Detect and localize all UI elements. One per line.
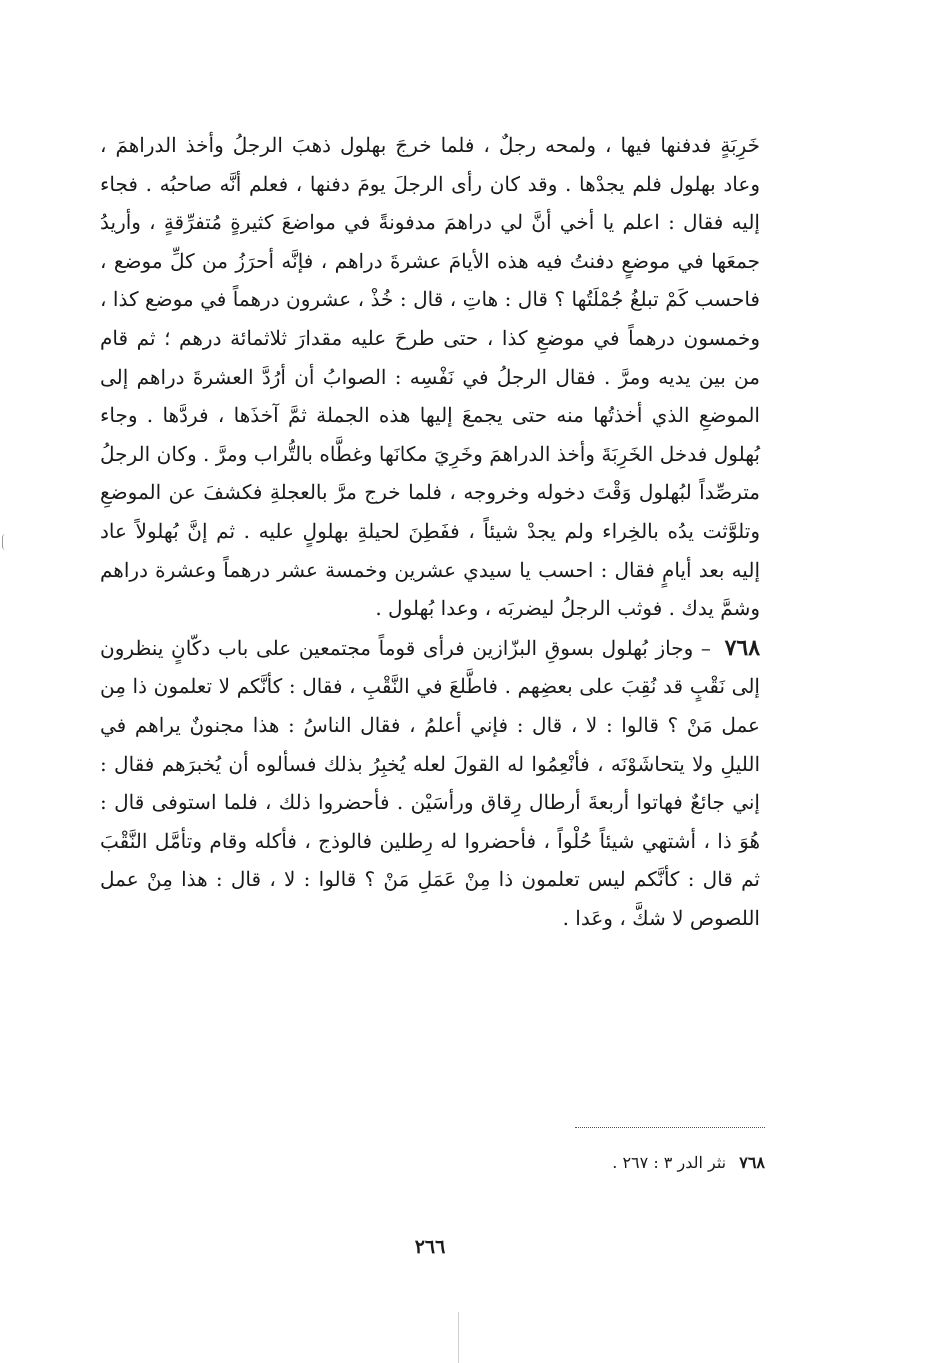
main-text-block [100,126,760,937]
footnote-number: ٧٦٨ [739,1153,765,1172]
scan-edge-mark [2,534,9,550]
footnote-separator [575,1127,765,1128]
paragraph-entry-768 [100,629,760,938]
paragraph-text: – وجاز بُهلول بسوقِ البزّازين فرأى قوماً مجتمعين على باب دكّانٍ ينظرون إلى نَقْبٍ قد نُقِبَ على بعضِهم . فاطَّلعَ في النَّقْبِ ، فقال : كأنَّكم لا تعلمون ذا مِن عمل مَنْ ؟ قالوا : لا ، قال : فإني أعلمُ ، فقال الناسُ : هذا مجنونٌ يراهم في الليلِ ولا يتحاشَوْنَه ، فأنْعِمُوا له القولَ لعله يُخبِرُ بذلك فسألوه أن يُخبرَهم فقال : إني جائعٌ فهاتوا أربعةَ أرطال رِقاق ورأسَيْن . فأحضروا ذلك ، فلما استوفى قال : هُوَ ذا ، أشتهي شيئاً حُلْواً ، فأحضروا له رِطلين فالوذج ، فأكله وقام وتأمَّل النَّقْبَ ثم قال : كأنَّكم ليس تعلمون ذا مِنْ عَمَلِ مَنْ ؟ قالوا : لا ، قال : هذا مِنْ عمل اللصوص لا شكَّ ، وعَدا . [100,635,760,930]
paragraph-text: خَرِبَةٍ فدفنها فيها ، ولمحه رجلٌ ، فلما خرجَ بهلول ذهبَ الرجلُ وأخذ الدراهمَ ، وعاد بهلول فلم يجدْها . وقد كان رأى الرجلَ يومَ دفنها ، فعلم أنَّه صاحبُه . فجاء إليه فقال : اعلم يا أخي أنَّ لي دراهمَ مدفونةً في مواضعَ كثيرةٍ مُتفرِّقةٍ ، وأريدُ جمعَها في موضعٍ دفنتُ فيه هذه الأيامَ عشرةَ دراهم ، فإنَّه أحرَزُ من كلِّ موضع ، فاحسب كَمْ تبلغُ جُمْلَتُها ؟ قال : هاتِ ، قال : خُذْ ، عشرون درهماً في موضع كذا ، وخمسون درهماً في موضعِ كذا ، حتى طرحَ عليه مقدارَ ثلاثمائة درهم ؛ ثم قام من بين يديه ومرَّ . فقال الرجلُ في نَفْسِه : الصوابُ أن أرُدَّ العشرةَ دراهم إلى الموضعِ الذي أخذتُها منه حتى يجمعَ إليها هذه الجملة ثمَّ آخذَها ، فردَّها . وجاء بُهلول فدخل الخَرِبَةَ وأخذ الدراهمَ وخَرِيَ مكانَها وغطَّاه بالتُّراب ومرَّ . وكان الرجلُ مترصِّداً لبُهلول وَقْتَ دخوله وخروجه ، فلما خرج مرَّ بالعجلةِ فكشفَ عن الموضعِ وتلوَّثت يدُه بالخِراء ولم يجدْ شيئاً ، ففَطِنَ لحيلةِ بهلولٍ عليه . ثم إنَّ بُهلولاً عاد إليه بعد أيامٍ فقال : احسب يا سيدي عشرين وخمسة عشر درهماً وعشرة دراهم وشمَّ يدك . فوثب الرجلُ ليضربَه ، وعدا بُهلول . [100,133,760,621]
footnote [430,1150,765,1176]
entry-number: ٧٦٨ [724,634,761,661]
footnote-text: نثر الدر ٣ : ٢٦٧ . [612,1153,727,1172]
page-crease [458,1312,459,1363]
paragraph-continuation [100,126,760,628]
page-number: ٢٦٦ [414,1236,446,1258]
